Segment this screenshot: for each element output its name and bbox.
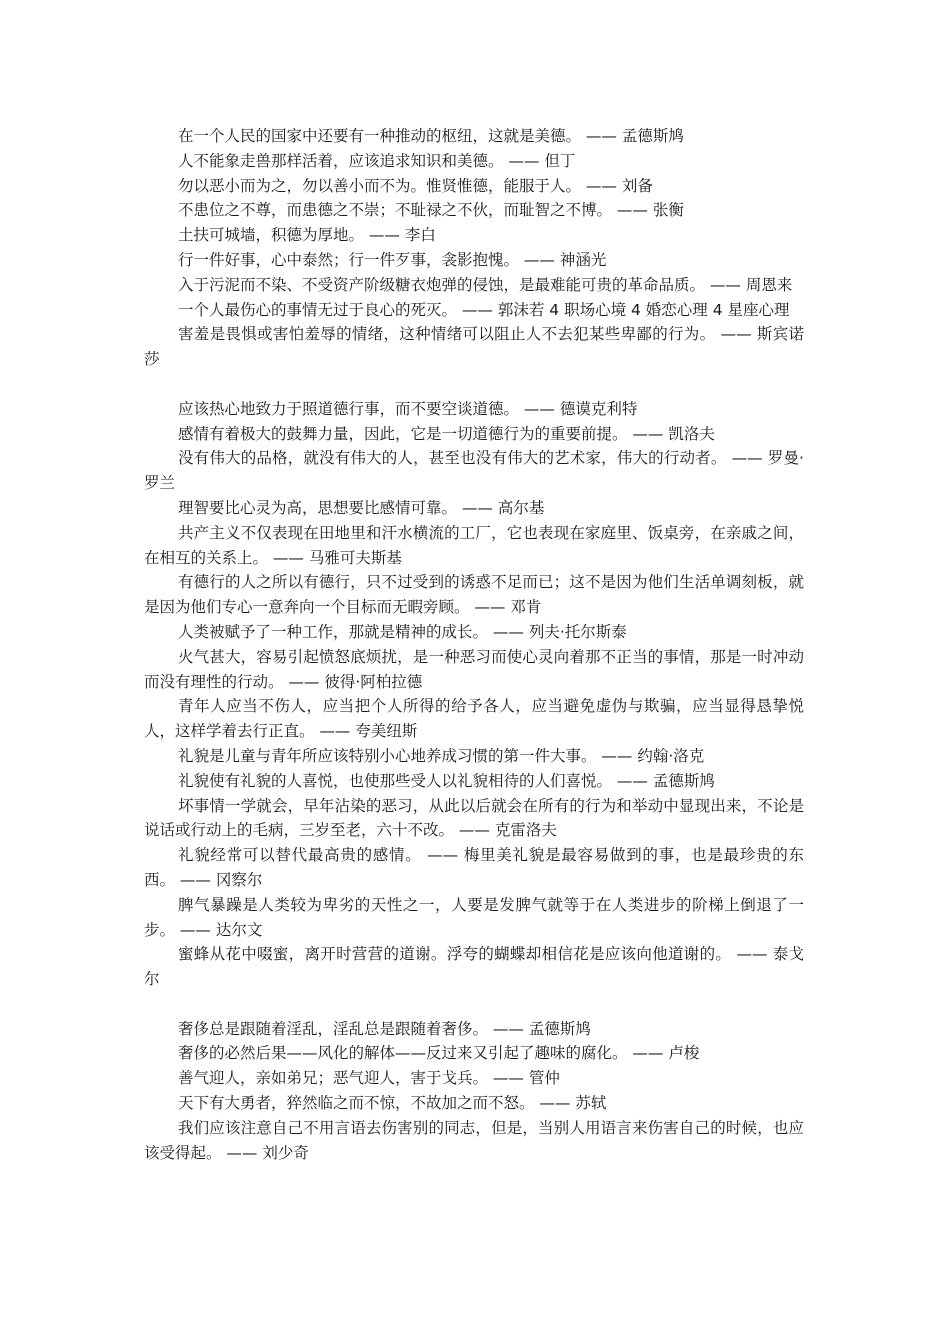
- quote-paragraph: 天下有大勇者，猝然临之而不惊，不故加之而不怒。 —— 苏轼: [178, 1094, 607, 1113]
- quote-paragraph: 勿以恶小而为之，勿以善小而不为。惟贤惟德，能服于人。 —— 刘备: [178, 176, 653, 195]
- quote-paragraph: 感情有着极大的鼓舞力量，因此，它是一切道德行为的重要前提。 —— 凯洛夫: [178, 424, 715, 443]
- quote-paragraph: 害羞是畏惧或害怕羞辱的情绪，这种情绪可以阻止人不去犯某些卑鄙的行为。 —— 斯宾诺莎: [144, 325, 804, 369]
- quote-paragraph: 入于污泥而不染、不受资产阶级糖衣炮弹的侵蚀，是最难能可贵的革命品质。 —— 周恩来: [178, 275, 793, 294]
- quote-paragraph: 应该热心地致力于照道德行事，而不要空谈道德。 —— 德谟克利特: [178, 399, 638, 418]
- quote-paragraph: 礼貌使有礼貌的人喜悦，也使那些受人以礼貌相待的人们喜悦。 —— 孟德斯鸠: [178, 771, 715, 790]
- quote-paragraph: 奢侈总是跟随着淫乱，淫乱总是跟随着奢侈。 —— 孟德斯鸠: [178, 1019, 591, 1038]
- quotes-body: [144, 124, 804, 1165]
- quote-paragraph: 一个人最伤心的事情无过于良心的死灭。 —— 郭沫若 4 职场心境 4 婚恋心理 4 星座心理: [178, 300, 790, 319]
- quote-paragraph: 脾气暴躁是人类较为卑劣的天性之一，人要是发脾气就等于在人类进步的阶梯上倒退了一步。 —— 达尔文: [144, 895, 804, 939]
- quote-paragraph: 理智要比心灵为高，思想要比感情可靠。 —— 高尔基: [178, 498, 545, 517]
- quote-paragraph: 青年人应当不伤人，应当把个人所得的给予各人，应当避免虚伪与欺骗，应当显得恳挚悦人，这样学着去行正直。 —— 夸美纽斯: [144, 697, 804, 741]
- quote-paragraph: 奢侈的必然后果——风化的解体——反过来又引起了趣味的腐化。 —— 卢梭: [178, 1044, 700, 1063]
- quote-paragraph: 坏事情一学就会，早年沾染的恶习，从此以后就会在所有的行为和举动中显现出来，不论是说话或行动上的毛病，三岁至老，六十不改。 —— 克雷洛夫: [144, 796, 804, 840]
- quote-paragraph: 礼貌是儿童与青年所应该特别小心地养成习惯的第一件大事。 —— 约翰·洛克: [178, 746, 705, 765]
- quote-paragraph: 在一个人民的国家中还要有一种推动的枢纽，这就是美德。 —— 孟德斯鸠: [178, 127, 684, 145]
- quote-paragraph: 土扶可城墙，积德为厚地。 —— 李白: [178, 226, 436, 245]
- quote-paragraph: 礼貌经常可以替代最高贵的感情。 —— 梅里美礼貌是最容易做到的事，也是最珍贵的东西。 —— 冈察尔: [144, 846, 804, 889]
- quote-paragraph: 没有伟大的品格，就没有伟大的人，甚至也没有伟大的艺术家，伟大的行动者。 —— 罗曼·罗兰: [144, 449, 804, 493]
- quote-paragraph: 我们应该注意自己不用言语去伤害别的同志，但是，当别人用语言来伤害自己的时候，也应该受得起。 —— 刘少奇: [144, 1118, 804, 1162]
- quote-paragraph: 人不能象走兽那样活着，应该追求知识和美德。 —— 但丁: [178, 151, 576, 170]
- quote-paragraph: 共产主义不仅表现在田地里和汗水横流的工厂，它也表现在家庭里、饭桌旁，在亲戚之间，在相互的关系上。 —— 马雅可夫斯基: [144, 523, 804, 567]
- quote-paragraph: 蜜蜂从花中啜蜜，离开时营营的道谢。浮夸的蝴蝶却相信花是应该向他道谢的。 —— 泰戈尔: [144, 945, 804, 989]
- quote-paragraph: 有德行的人之所以有德行，只不过受到的诱惑不足而已；这不是因为他们生活单调刻板，就是因为他们专心一意奔向一个目标而无暇旁顾。 —— 邓肯: [144, 573, 804, 617]
- quote-paragraph: 火气甚大，容易引起愤怒底烦扰，是一种恶习而使心灵向着那不正当的事情，那是一时冲动而没有理性的行动。 —— 彼得·阿柏拉德: [144, 647, 804, 691]
- quote-paragraph: 人类被赋予了一种工作，那就是精神的成长。 —— 列夫·托尔斯泰: [178, 622, 627, 641]
- quote-paragraph: 善气迎人，亲如弟兄；恶气迎人，害于戈兵。 —— 管仲: [178, 1069, 560, 1088]
- quote-paragraph: 行一件好事，心中泰然；行一件歹事，衾影抱愧。 —— 神涵光: [178, 250, 607, 269]
- quote-paragraph: 不患位之不尊，而患德之不崇；不耻禄之不伙，而耻智之不博。 —— 张衡: [178, 201, 684, 220]
